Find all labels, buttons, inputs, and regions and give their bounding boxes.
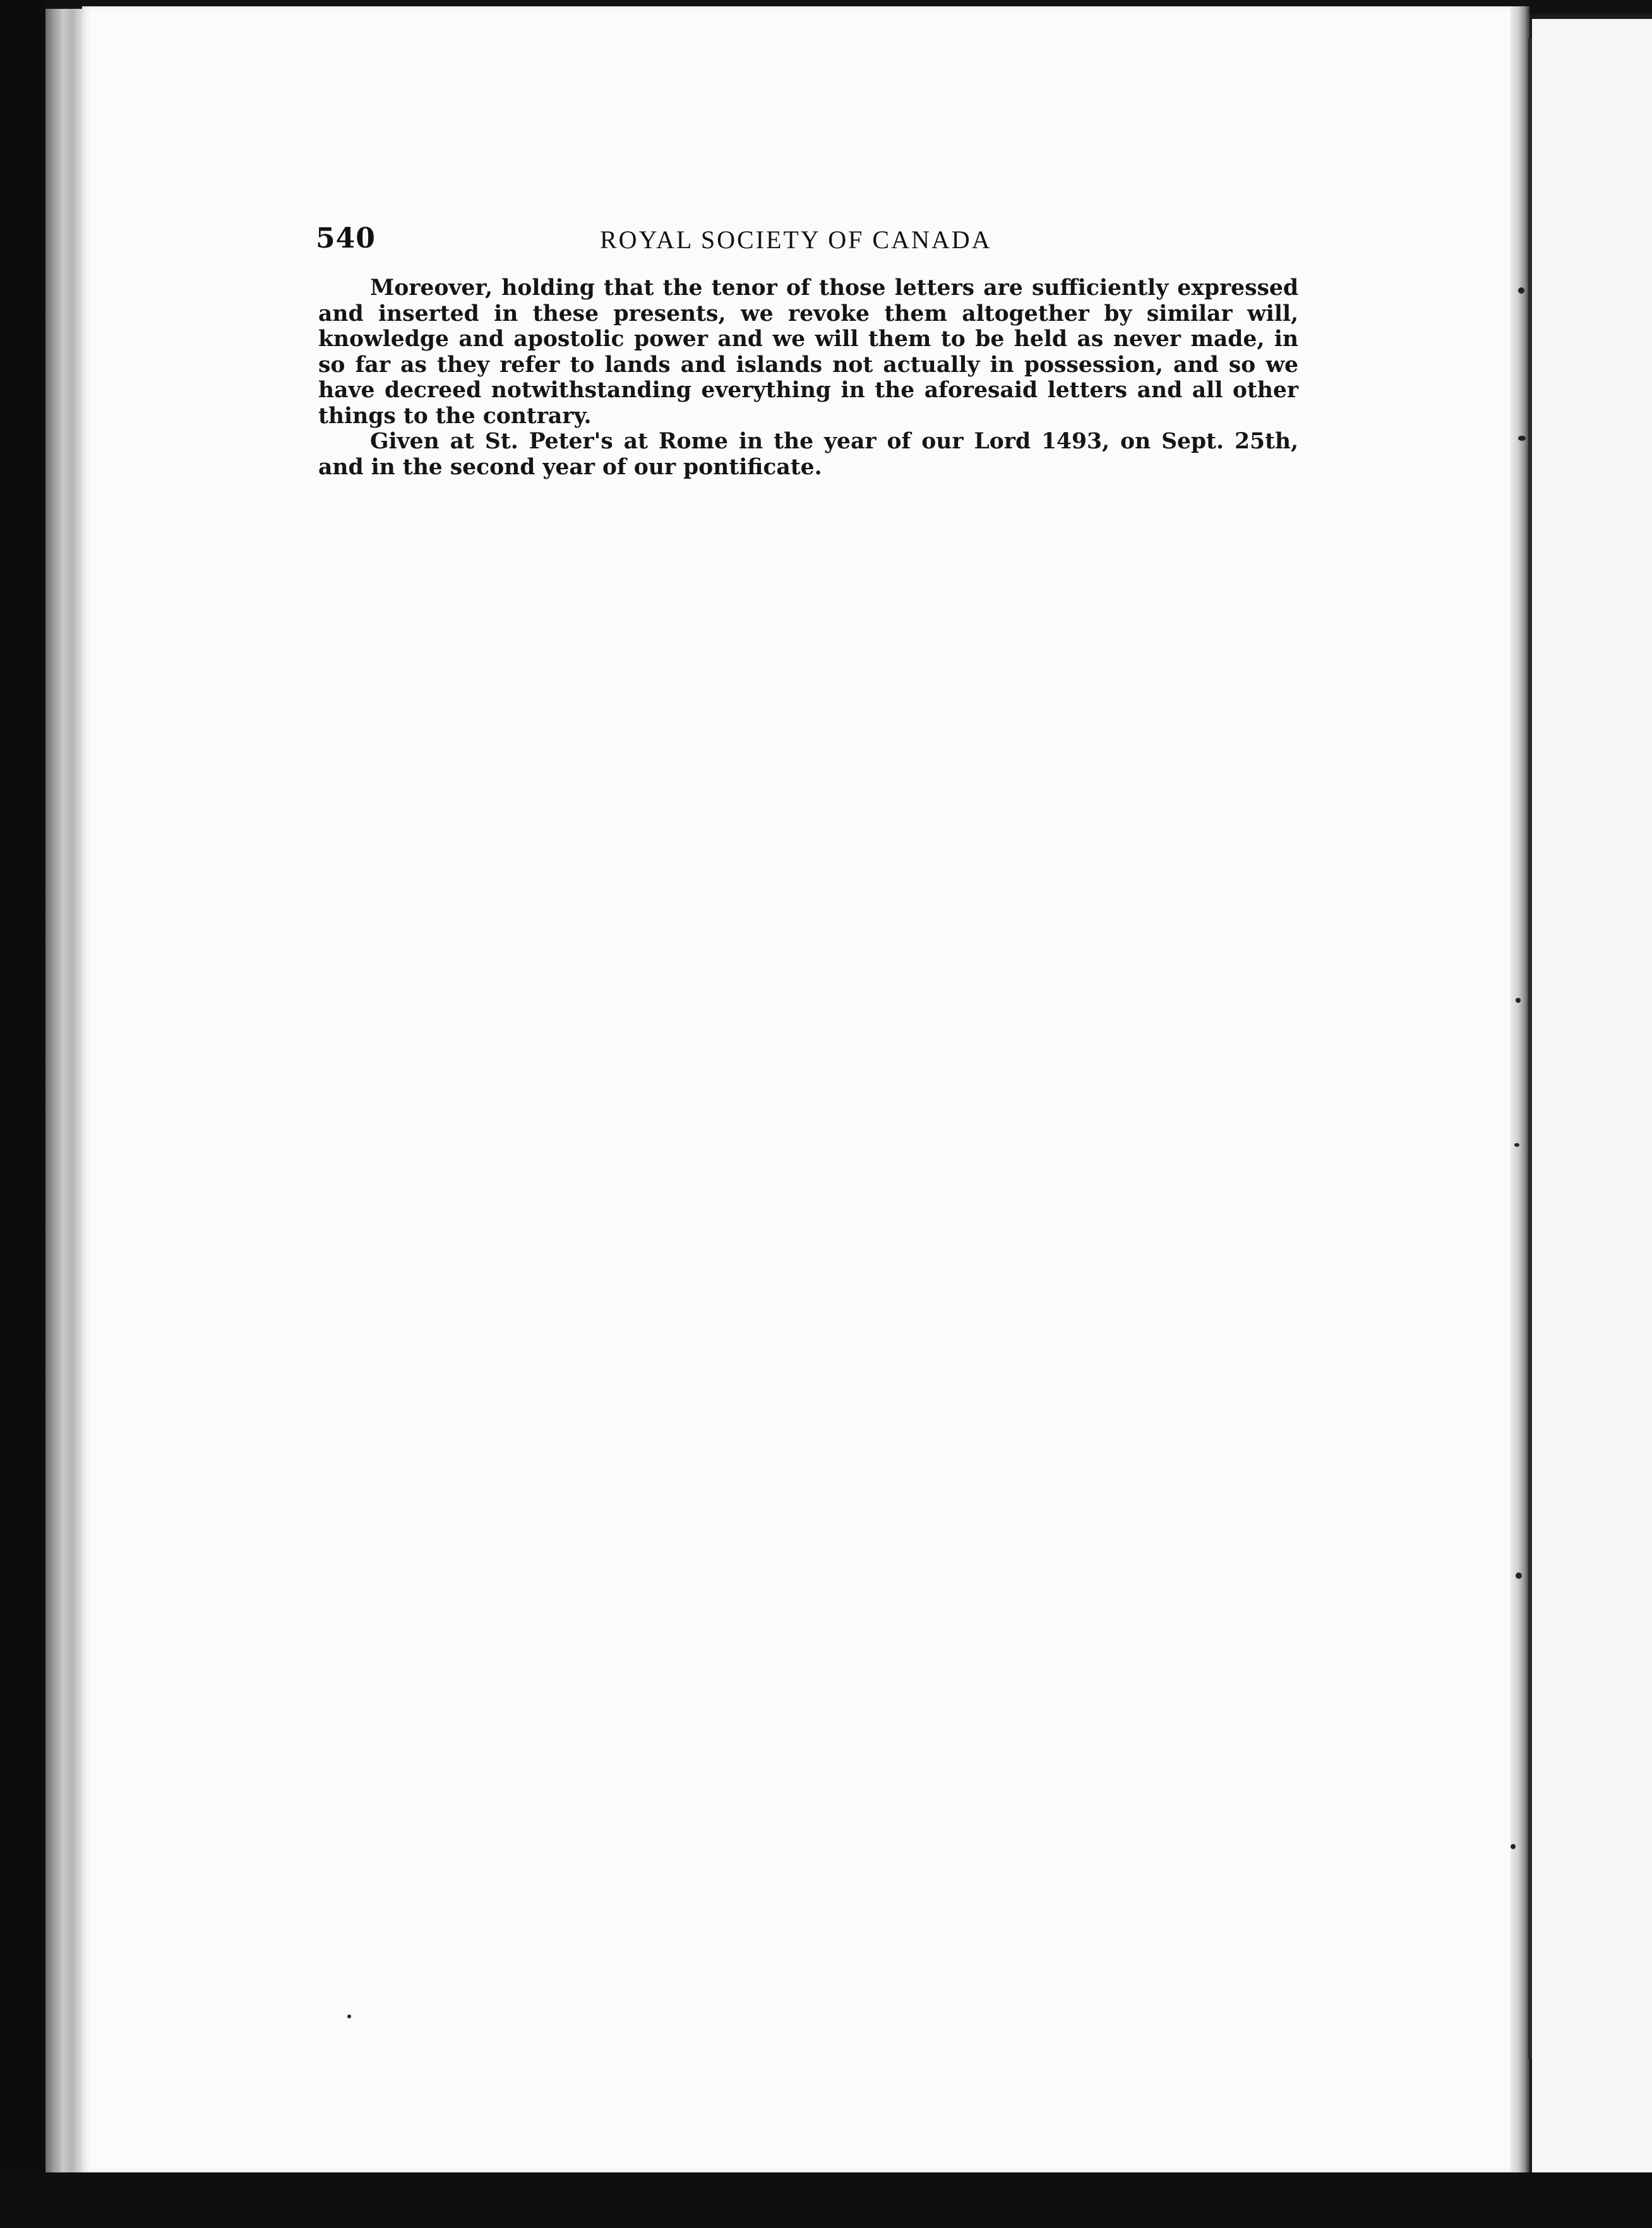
scan-speck — [347, 2015, 351, 2018]
gutter-shadow-line — [1528, 38, 1532, 2059]
paragraph-revocation: Moreover, holding that the tenor of those letters are sufficiently expressed and inserted in these presents, we revoke them altogether by similar will, knowledge and apostolic power and we will them to be held as never made, in so far as they refer to lands and islands not actually in possession, and so we have decreed notwithstanding everything in the aforesaid letters and all other things to the contrary. — [318, 275, 1298, 429]
scan-speck — [1511, 1844, 1516, 1849]
scan-speck — [1518, 287, 1524, 294]
running-head-title: ROYAL SOCIETY OF CANADA — [600, 225, 992, 254]
facing-page-sliver — [1532, 19, 1652, 2172]
page-header — [316, 222, 1301, 260]
body-text — [318, 275, 1298, 480]
scan-speck — [1516, 1572, 1522, 1579]
scan-speck — [1516, 998, 1521, 1003]
paragraph-given-at: Given at St. Peter's at Rome in the year of our Lord 1493, on Sept. 25th, and in the second year of our pontificate. — [318, 429, 1298, 480]
scan-speck — [1518, 436, 1526, 441]
page-number: 540 — [316, 222, 376, 255]
scan-left-border — [0, 0, 45, 2228]
scan-speck — [1514, 1143, 1519, 1147]
scan-bottom-border — [0, 2172, 1652, 2228]
